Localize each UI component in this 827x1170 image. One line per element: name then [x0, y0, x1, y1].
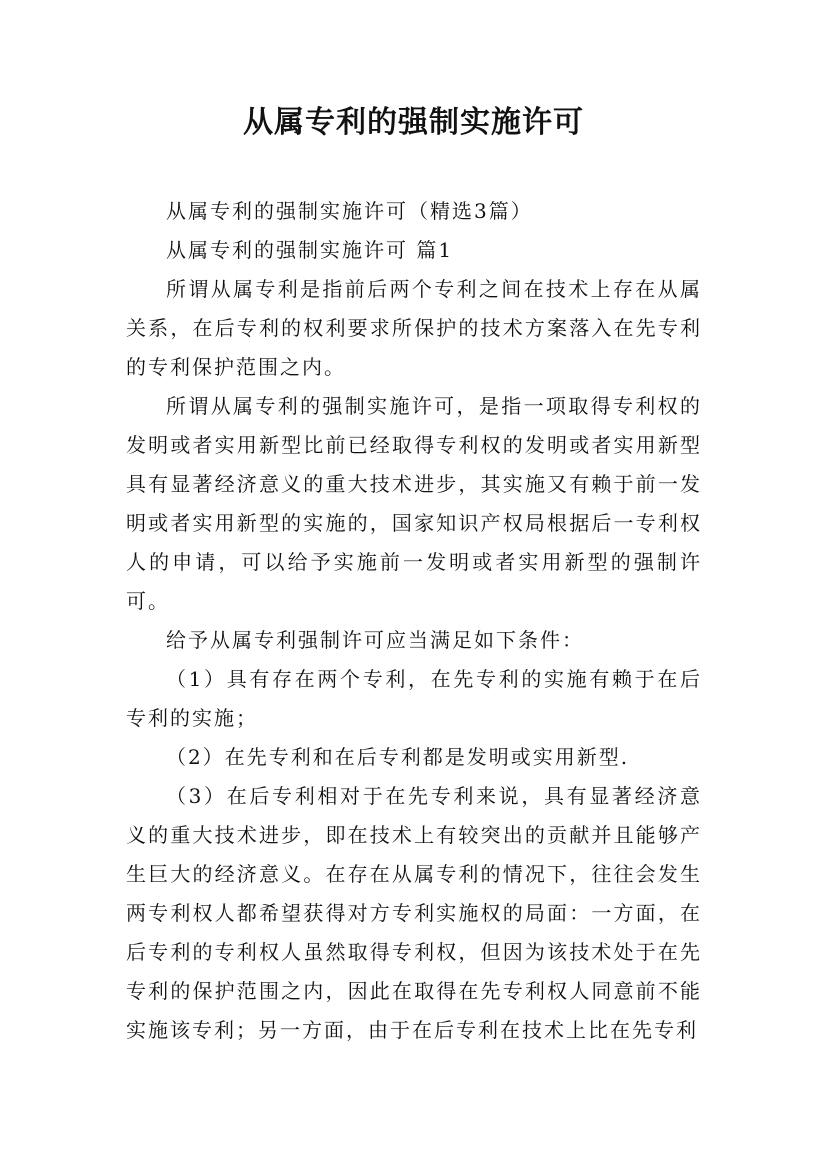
condition-item: （1）具有存在两个专利，在先专利的实施有赖于在后专利的实施；: [126, 667, 702, 730]
subtitle-paragraph: 从属专利的强制实施许可（精选3篇）: [166, 199, 533, 223]
body-paragraph: 所谓从属专利是指前后两个专利之间在技术上存在从属关系，在后专利的权利要求所保护的技术方案落入在先专利的专利保护范围之内。: [126, 277, 702, 379]
body-paragraph: 所谓从属专利的强制实施许可，是指一项取得专利权的发明或者实用新型比前已经取得专利权的发明或者实用新型具有显著经济意义的重大技术进步，其实施又有赖于前一发明或者实用新型的实施的，国家知识产权局根据后一专利权人的申请，可以给予实施前一发明或者实用新型的强制许可。: [126, 394, 702, 613]
condition-item: （2）在先专利和在后专利都是发明或实用新型.: [166, 745, 630, 769]
condition-item: （3）在后专利相对于在先专利来说，具有显著经济意义的重大技术进步，即在技术上有较突出的贡献并且能够产生巨大的经济意义。在存在从属专利的情况下，往往会发生两专利权人都希望获得对方专利实施权的局面：一方面，在后专利的专利权人虽然取得专利权，但因为该技术处于在先专利的保护范围之内，因此在取得在先专利权人同意前不能实施该专利；另一方面，由于在后专利在技术上比在先专利: [126, 784, 702, 1042]
document-body: [126, 188, 702, 1050]
body-paragraph: 给予从属专利强制许可应当满足如下条件：: [166, 628, 584, 652]
document-title: 从属专利的强制实施许可: [243, 105, 584, 140]
section-heading: 从属专利的强制实施许可 篇1: [166, 238, 454, 262]
